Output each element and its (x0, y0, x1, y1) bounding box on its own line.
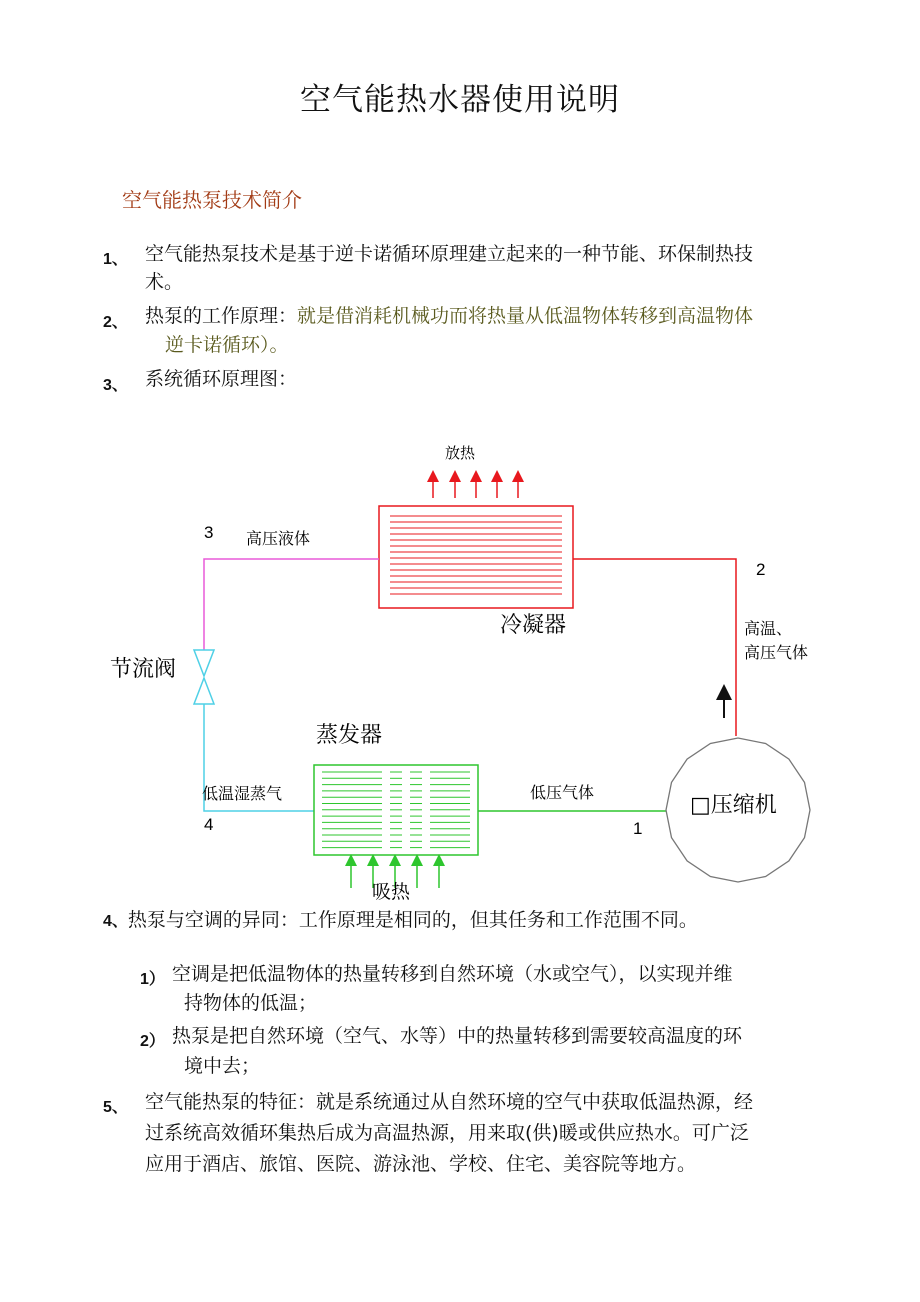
throttle-valve-icon (194, 650, 214, 704)
item-2-text-line2: 逆卡诺循环）。 (165, 334, 289, 356)
point-4-label: 4 (204, 815, 214, 834)
high-pressure-liquid-label: 高压液体 (246, 529, 311, 548)
high-temp-gas-label-line2: 高压气体 (744, 643, 809, 662)
item-2-number: 2、 (103, 314, 128, 331)
item-3-number: 3、 (103, 377, 128, 394)
low-pressure-gas-label: 低压气体 (530, 783, 595, 802)
sub-item-2-number: 2） (140, 1033, 165, 1050)
point-3-label: 3 (204, 523, 214, 542)
item-3-text: 系统循环原理图： (145, 368, 298, 390)
item-5-number: 5、 (103, 1099, 128, 1116)
heat-release-arrows (433, 476, 518, 498)
compressor-label: □压缩机 (690, 793, 777, 818)
item-4-text (103, 906, 698, 936)
pipe-high-pressure-liquid (204, 559, 379, 650)
condenser-label: 冷凝器 (500, 613, 567, 638)
point-2-label: 2 (756, 560, 766, 579)
evaporator-label: 蒸发器 (316, 723, 383, 748)
sub-item-1-number: 1） (140, 971, 165, 988)
item-1-text-line2: 术。 (145, 271, 184, 293)
sub-item-1-line2: 持物体的低温； (184, 992, 318, 1014)
low-temp-wet-vapor-label: 低温湿蒸气 (202, 784, 283, 803)
item-1-text-line1: 空气能热泵技术是基于逆卡诺循环原理建立起来的一种节能、环保制热技 (145, 243, 754, 265)
item-2-prefix: 热泵的工作原理： (145, 305, 298, 327)
point-1-label: 1 (633, 819, 643, 838)
condenser-coil (379, 506, 573, 608)
page-title: 空气能热水器使用说明 (300, 82, 620, 118)
sub-item-2-line2: 境中去； (184, 1055, 261, 1077)
item-5-line1: 空气能热泵的特征：就是系统通过从自然环境的空气中获取低温热源，经 (145, 1091, 754, 1113)
sub-item-1-line1: 空调是把低温物体的热量转移到自然环境（水或空气），以实现并维 (172, 963, 733, 985)
heat-pump-cycle-diagram (100, 430, 830, 900)
item-5-line2: 过系统高效循环集热后成为高温热源，用来取(供)暖或供应热水。可广泛 (145, 1122, 749, 1144)
item-4-number: 4、 (103, 913, 128, 930)
high-temp-gas-label-line1: 高温、 (744, 619, 793, 638)
release-heat-label: 放热 (445, 444, 476, 462)
absorb-heat-label: 吸热 (372, 881, 411, 900)
section-title: 空气能热泵技术简介 (122, 188, 302, 212)
throttle-valve-label: 节流阀 (110, 657, 177, 682)
item-2-highlight: 就是借消耗机械功而将热量从低温物体转移到高温物体 (297, 305, 754, 327)
item-2-text (145, 302, 753, 330)
evaporator-coil (314, 765, 478, 855)
pipe-high-temp-gas (573, 559, 736, 736)
item-1-number: 1、 (103, 251, 128, 268)
item-5-line3: 应用于酒店、旅馆、医院、游泳池、学校、住宅、美容院等地方。 (145, 1153, 697, 1175)
sub-item-2-line1: 热泵是把自然环境（空气、水等）中的热量转移到需要较高温度的环 (172, 1025, 743, 1047)
item-4-body: 热泵与空调的异同：工作原理是相同的，但其任务和工作范围不同。 (127, 909, 698, 931)
